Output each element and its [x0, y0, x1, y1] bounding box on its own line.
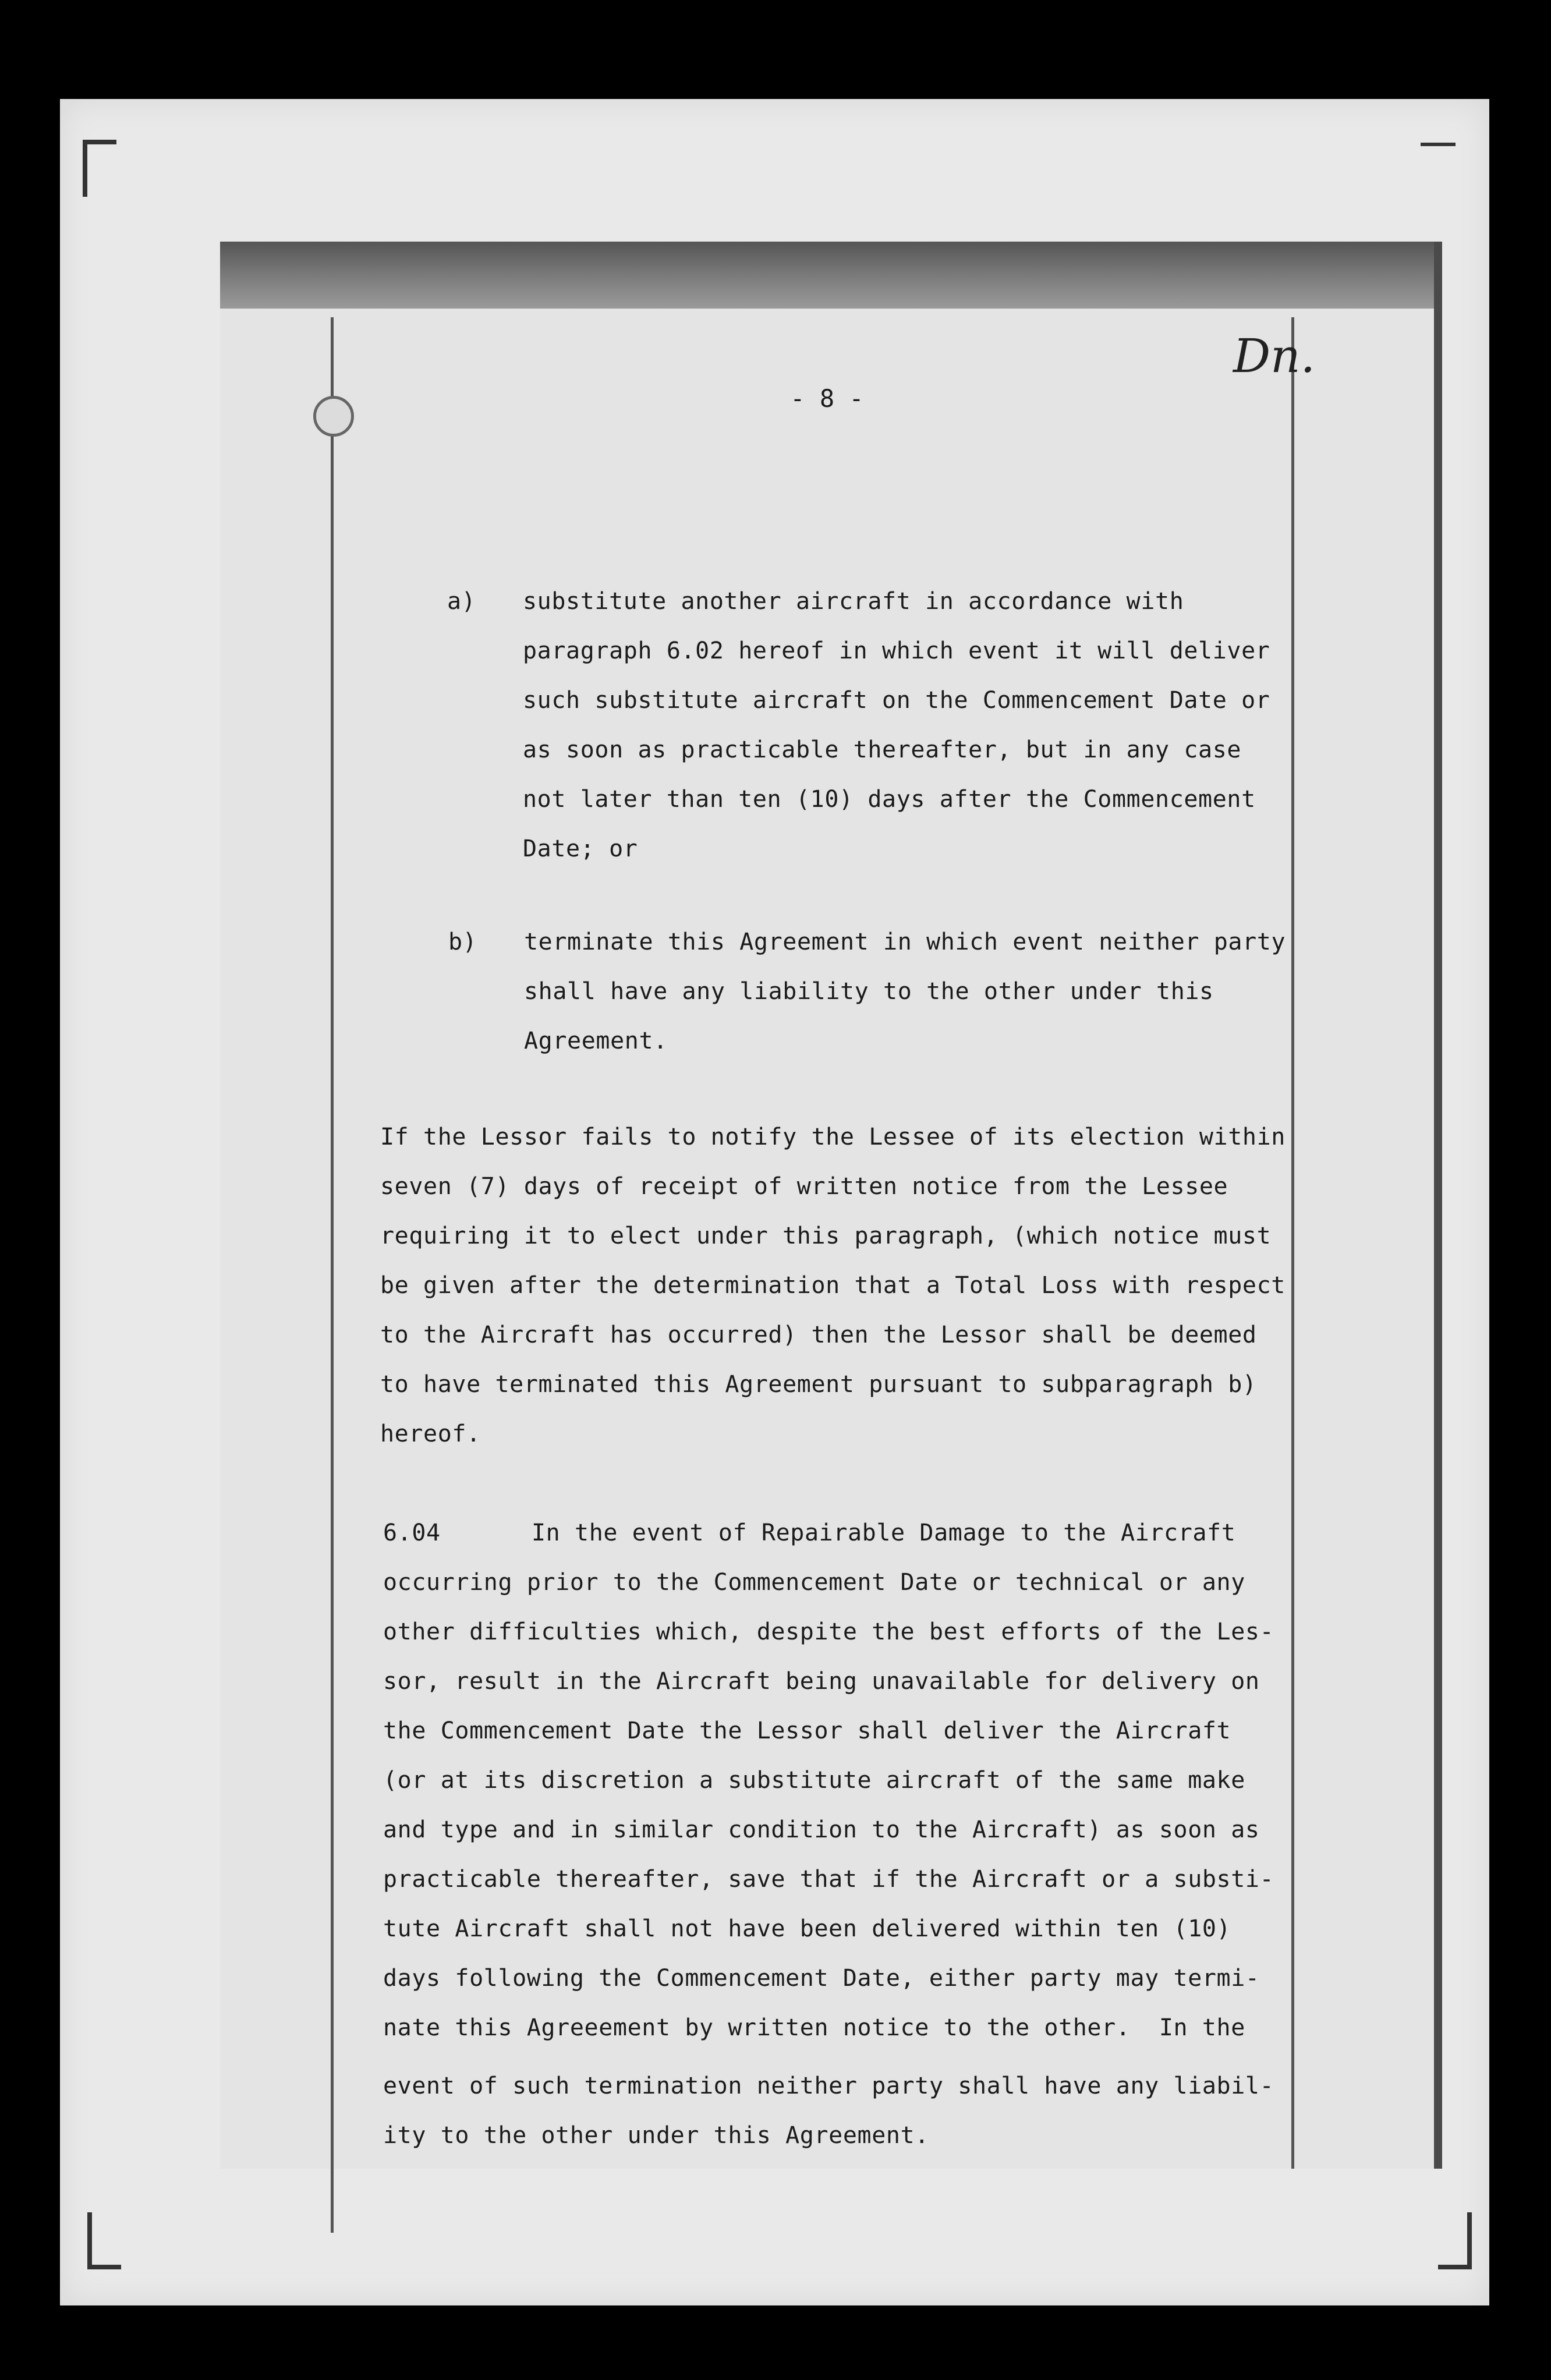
paragraph-line: to the Aircraft has occurred) then the Lessor shall be deemed — [380, 1322, 1257, 1348]
clause-line: occurring prior to the Commencement Date or technical or any — [383, 1569, 1245, 1596]
clause-line: and type and in similar condition to the Aircraft) as soon as — [383, 1816, 1260, 1843]
clause-line: practicable thereafter, save that if the Aircraft or a substi- — [383, 1866, 1274, 1893]
item-b-line: Agreement. — [524, 1028, 668, 1054]
clause-line: event of such termination neither party shall have any liabil- — [383, 2073, 1274, 2099]
item-a-line: Date; or — [523, 835, 638, 862]
item-a-marker: a) — [447, 588, 476, 615]
left-margin-line — [331, 317, 334, 2233]
paragraph-line: hereof. — [380, 1421, 481, 1447]
clause-line: the Commencement Date the Lessor shall deliver the Aircraft — [383, 1717, 1231, 1744]
item-b-line: terminate this Agreement in which event neither party — [524, 929, 1286, 955]
item-a-line: as soon as practicable thereafter, but in any case — [523, 736, 1242, 763]
document-sheet — [220, 242, 1442, 2169]
item-a-line: such substitute aircraft on the Commencement Date or — [523, 687, 1270, 714]
paragraph-line: to have terminated this Agreement pursuant to subparagraph b) — [380, 1371, 1257, 1398]
crop-mark-bottom-right — [1438, 2212, 1472, 2269]
item-a-line: paragraph 6.02 hereof in which event it will deliver — [523, 638, 1270, 664]
paragraph-line: seven (7) days of receipt of written notice from the Lessee — [380, 1173, 1228, 1200]
clause-line: nate this Agreeement by written notice to the other. In the — [383, 2014, 1245, 2041]
item-a-line: substitute another aircraft in accordance with — [523, 588, 1184, 615]
crop-mark-top-right — [1421, 143, 1456, 146]
right-margin-line — [1291, 317, 1294, 2169]
clause-line: sor, result in the Aircraft being unavailable for delivery on — [383, 1668, 1260, 1695]
page-number: - 8 - — [790, 384, 864, 413]
clause-line: (or at its discretion a substitute aircraft of the same make — [383, 1767, 1245, 1794]
paragraph-line: be given after the determination that a Total Loss with respect — [380, 1272, 1286, 1299]
crop-mark-top-left — [83, 140, 116, 197]
clause-line: ity to the other under this Agreement. — [383, 2122, 929, 2149]
clause-line: In the event of Repairable Damage to the Aircraft — [532, 1520, 1236, 1546]
paragraph-line: If the Lessor fails to notify the Lessee of its election within — [380, 1124, 1286, 1150]
clause-line: tute Aircraft shall not have been delivered within ten (10) — [383, 1915, 1231, 1942]
item-b-line: shall have any liability to the other under this — [524, 978, 1214, 1005]
sheet-top-shadow — [220, 242, 1434, 309]
clause-line: days following the Commencement Date, either party may termi- — [383, 1965, 1260, 1992]
item-b-marker: b) — [448, 929, 477, 955]
clause-number: 6.04 — [383, 1520, 441, 1546]
handwritten-initials: Dn. — [1233, 329, 1316, 383]
crop-mark-bottom-left — [87, 2212, 121, 2269]
clause-line: other difficulties which, despite the best efforts of the Les- — [383, 1618, 1274, 1645]
paragraph-line: requiring it to elect under this paragraph, (which notice must — [380, 1223, 1272, 1249]
item-a-line: not later than ten (10) days after the Commencement — [523, 786, 1256, 813]
